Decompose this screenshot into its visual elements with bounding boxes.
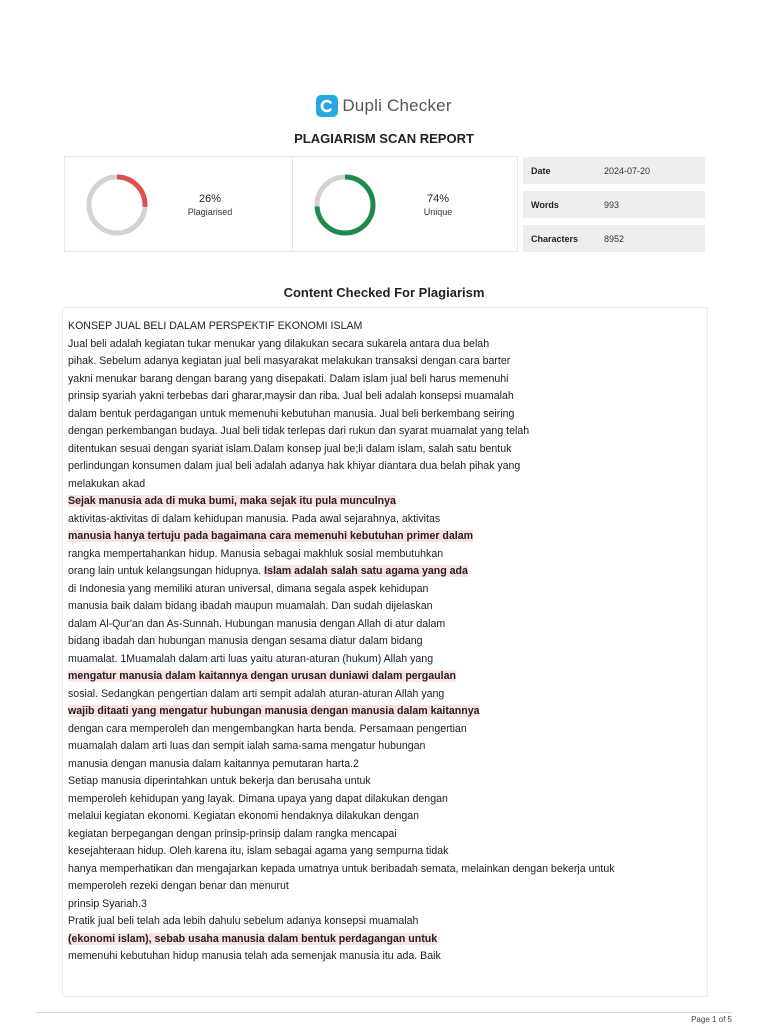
content-line (68, 458, 698, 476)
content-line (68, 896, 698, 914)
brand-name: Dupli Checker (342, 96, 452, 115)
text-segment: di Indonesia yang memiliki aturan universal, dimana segala aspek kehidupan (68, 582, 429, 595)
content-line (68, 721, 698, 739)
content-line (68, 616, 698, 634)
text-segment: Jual beli adalah kegiatan tukar menukar yang dilakukan secara sukarela antara dua belah (68, 337, 490, 350)
words-label: Words (531, 200, 559, 210)
plagiarised-percent: 26% (198, 193, 222, 205)
text-segment: rangka mempertahankan hidup. Manusia sebagai makhluk sosial membutuhkan (68, 547, 444, 560)
plagiarised-segment: Sejak manusia ada di muka bumi, maka sejak itu pula munculnya (68, 495, 396, 507)
characters-value: 8952 (604, 234, 625, 244)
date-value: 2024-07-20 (604, 166, 651, 176)
text-segment: manusia baik dalam bidang ibadah maupun muamalah. Dan sudah dijelaskan (68, 600, 433, 612)
plagiarised-segment: Islam adalah salah satu agama yang ada (264, 565, 468, 577)
plagiarised-segment: (ekonomi islam), sebab usaha manusia dalam bentuk perdagangan untuk (68, 932, 438, 945)
content-line (68, 791, 698, 809)
text-segment: memperoleh rezeki dengan benar dan menurut (68, 880, 289, 892)
content-line (68, 773, 698, 791)
content-line (68, 703, 698, 721)
text-segment: manusia dengan manusia dalam kaitannya pemutaran harta.2 (68, 757, 359, 770)
text-segment: dalam Al-Qur'an dan As-Sunnah. Hubungan manusia dengan Allah di atur dalam (68, 617, 446, 630)
plagiarised-segment: mengatur manusia dalam kaitannya dengan urusan duniawi dalam pergaulan (68, 670, 456, 682)
content-line (68, 633, 698, 651)
content-line (68, 423, 698, 441)
dupli-checker-logo (0, 95, 768, 117)
plagiarised-ring (85, 173, 149, 237)
stats-panel (64, 156, 518, 252)
unique-percent: 74% (426, 193, 450, 205)
content-line (68, 493, 698, 511)
text-segment: ditentukan sesuai dengan syariat islam.Dalam konsep jual be;li dalam islam, salah satu bentuk (68, 442, 512, 455)
text-segment: orang lain untuk kelangsungan hidupnya. (68, 565, 265, 577)
text-segment: dengan cara memperoleh dan mengembangkan harta benda. Persamaan pengertian (68, 722, 467, 735)
text-segment: melakukan akad (68, 477, 146, 490)
text-segment: dalam bentuk perdagangan untuk memenuhi kebutuhan manusia. Jual beli berkembang seiring (68, 407, 515, 420)
content-line (68, 318, 698, 336)
content-line (68, 686, 698, 704)
text-segment: prinsip Syariah.3 (68, 897, 147, 910)
text-segment: muamalah dalam arti luas dan sempit ialah sama-sama mengatur hubungan (68, 740, 426, 752)
report-title: PLAGIARISM SCAN REPORT (294, 131, 474, 146)
content-line (68, 441, 698, 459)
plagiarised-segment: manusia hanya tertuju pada bagaimana cara memenuhi kebutuhan primer dalam (68, 530, 474, 542)
text-segment: kesejahteraan hidup. Oleh karena itu, islam sebagai agama yang sempurna tidak (68, 845, 449, 857)
content-line (68, 546, 698, 564)
content-line (68, 388, 698, 406)
text-segment: aktivitas-aktivitas di dalam kehidupan manusia. Pada awal sejarahnya, aktivitas (68, 512, 441, 525)
content-line (68, 756, 698, 774)
content-line (68, 528, 698, 546)
footer-divider (36, 1012, 732, 1013)
content-line (68, 843, 698, 861)
text-segment: Setiap manusia diperintahkan untuk bekerja dan berusaha untuk (68, 775, 371, 787)
content-line (68, 371, 698, 389)
content-line (68, 861, 698, 879)
text-segment: dengan perkembangan budaya. Jual beli tidak terlepas dari rukun dan syarat muamalat yang telah (68, 425, 530, 437)
content-line (68, 931, 698, 949)
content-line (68, 668, 698, 686)
content-line (68, 878, 698, 896)
text-segment: muamalat. 1Muamalah dalam arti luas yaitu aturan-aturan (hukum) Allah yang (68, 652, 434, 665)
content-text (68, 318, 698, 966)
plagiarised-segment: wajib ditaati yang mengatur hubungan manusia dengan manusia dalam kaitannya (68, 705, 480, 717)
content-line (68, 598, 698, 616)
content-line (68, 826, 698, 844)
text-segment: bidang ibadah dan hubungan manusia dengan sesama diatur dalam bidang (68, 635, 423, 647)
text-segment: pihak. Sebelum adanya kegiatan jual beli masyarakat melakukan transaksi dengan cara barter (68, 355, 511, 367)
unique-stat (292, 157, 519, 251)
content-line (68, 353, 698, 371)
content-title: Content Checked For Plagiarism (283, 285, 485, 300)
characters-label: Characters (531, 234, 579, 244)
text-segment: melalui kegiatan ekonomi. Kegiatan ekonomi hendaknya dilakukan dengan (68, 810, 420, 822)
content-line (68, 581, 698, 599)
content-line (68, 406, 698, 424)
content-line (68, 511, 698, 529)
content-line (68, 651, 698, 669)
dupli-checker-logo-icon (316, 95, 338, 117)
content-line (68, 808, 698, 826)
text-segment: memperoleh kehidupan yang layak. Dimana upaya yang dapat dilakukan dengan (68, 792, 448, 805)
unique-label: Unique (423, 207, 453, 217)
text-segment: prinsip syariah yakni terbebas dari gharar,maysir dan riba. Jual beli adalah konsepsi muamalah (68, 390, 514, 402)
text-segment: yakni menukar barang dengan barang yang disepakati. Dalam islam jual beli harus memenuhi (68, 372, 509, 385)
text-segment: kegiatan berpegangan dengan prinsip-prinsip dalam rangka mencapai (68, 827, 397, 840)
content-line (68, 336, 698, 354)
content-line (68, 476, 698, 494)
unique-ring (313, 173, 377, 237)
meta-row-date (523, 157, 705, 184)
text-segment: KONSEP JUAL BELI DALAM PERSPEKTIF EKONOMI ISLAM (68, 320, 363, 332)
content-line (68, 913, 698, 931)
plagiarised-stat (65, 157, 291, 251)
page-number: Page 1 of 5 (691, 1015, 732, 1024)
text-segment: hanya memperhatikan dan mengajarkan kepada umatnya untuk beribadah semata, melainkan dengan bekerja untuk (68, 862, 615, 875)
date-label: Date (531, 166, 551, 176)
meta-row-words (523, 191, 705, 218)
text-segment: Pratik jual beli telah ada lebih dahulu sebelum adanya konsepsi muamalah (68, 915, 419, 927)
text-segment: perlindungan konsumen dalam jual beli adalah adanya hak khiyar diantara dua belah pihak yang (68, 460, 521, 472)
plagiarised-label: Plagiarised (187, 207, 233, 217)
meta-row-characters (523, 225, 705, 252)
text-segment: memenuhi kebutuhan hidup manusia telah ada semenjak manusia itu ada. Baik (68, 950, 441, 962)
words-value: 993 (604, 200, 620, 210)
text-segment: sosial. Sedangkan pengertian dalam arti sempit adalah aturan-aturan Allah yang (68, 687, 445, 700)
content-line (68, 563, 698, 581)
content-line (68, 738, 698, 756)
content-line (68, 948, 698, 966)
